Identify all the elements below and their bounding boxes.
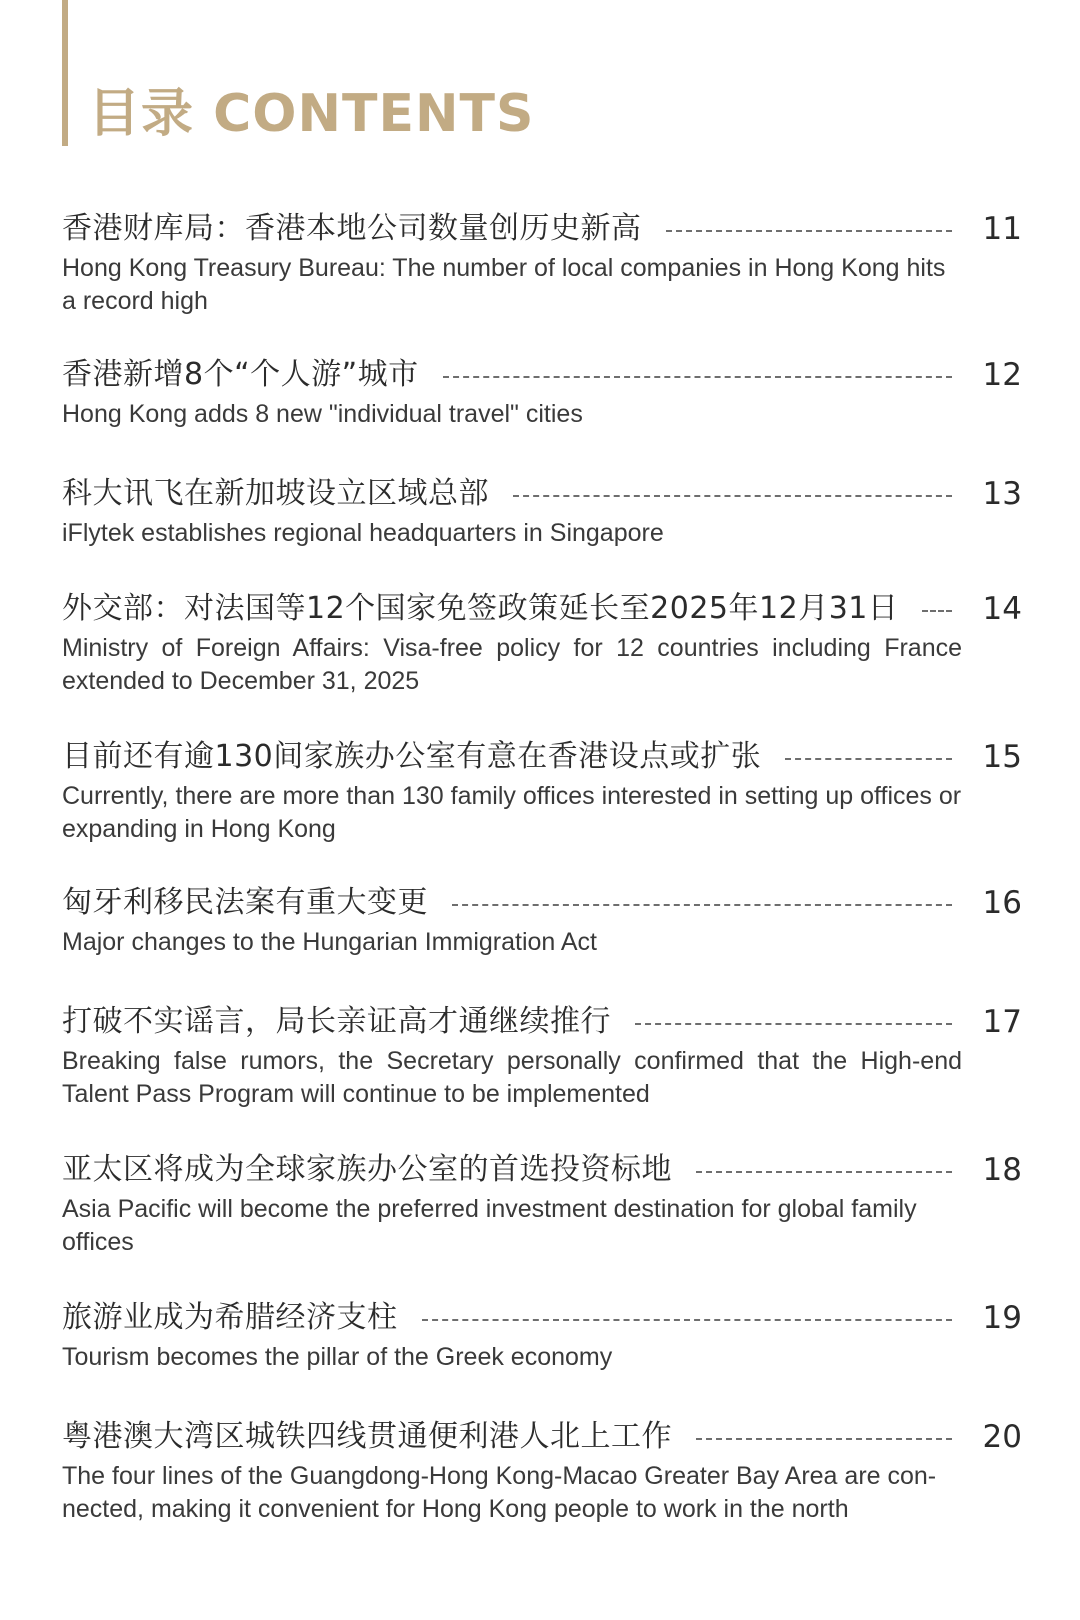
toc-entry-zh-title: 亚太区将成为全球家族办公室的首选投资标地 bbox=[62, 1152, 672, 1187]
toc-page-number: 11 bbox=[982, 211, 1022, 247]
page-title: 目录 CONTENTS bbox=[88, 84, 535, 144]
toc-entry-en-title: iFlytek establishes regional headquarters in Singapore bbox=[62, 519, 664, 547]
toc-entry-zh-title: 粤港澳大湾区城铁四线贯通便利港人北上工作 bbox=[62, 1419, 672, 1454]
toc-entry-row bbox=[62, 880, 1022, 926]
toc-entry-zh-title: 香港财库局：香港本地公司数量创历史新高 bbox=[62, 211, 642, 246]
toc-entry-row bbox=[62, 1414, 1022, 1460]
toc-entry-row bbox=[62, 1295, 1022, 1341]
toc-entry-row bbox=[62, 734, 1022, 780]
toc-entry-en-title: Currently, there are more than 130 family offices interested in setting up offices or expanding in Hong Kong bbox=[62, 782, 962, 843]
toc-entry-en-title: Hong Kong adds 8 new "individual travel" cities bbox=[62, 400, 583, 428]
dotted-leader bbox=[666, 230, 953, 232]
dotted-leader bbox=[696, 1171, 952, 1173]
toc-page-number: 14 bbox=[982, 591, 1022, 627]
dotted-leader bbox=[513, 495, 952, 497]
toc-page-number: 16 bbox=[982, 885, 1022, 921]
toc-entry-zh-title: 科大讯飞在新加坡设立区域总部 bbox=[62, 476, 489, 511]
toc-entry-row bbox=[62, 206, 1022, 252]
toc-entry-en-title: Hong Kong Treasury Bureau: The number of local companies in Hong Kong hits a record high bbox=[62, 254, 946, 315]
toc-page-number: 19 bbox=[982, 1300, 1022, 1336]
toc-page-number: 18 bbox=[982, 1152, 1022, 1188]
toc-entry-20[interactable] bbox=[62, 1414, 1022, 1526]
toc-entry-12[interactable] bbox=[62, 352, 1022, 431]
dotted-leader bbox=[635, 1023, 952, 1025]
toc-entry-18[interactable] bbox=[62, 1147, 1022, 1259]
toc-entry-row bbox=[62, 352, 1022, 398]
toc-entry-11[interactable] bbox=[62, 206, 1022, 318]
toc-page-number: 13 bbox=[982, 476, 1022, 512]
toc-entry-en-title: The four lines of the Guangdong-Hong Kong-Macao Greater Bay Area are con-nected, making it convenient for Hong Kong people to work in the north bbox=[62, 1462, 937, 1523]
dotted-leader bbox=[422, 1319, 953, 1321]
dotted-leader bbox=[696, 1438, 952, 1440]
toc-entry-zh-title: 目前还有逾130间家族办公室有意在香港设点或扩张 bbox=[62, 739, 762, 774]
table-of-contents bbox=[62, 200, 1022, 1523]
dotted-leader bbox=[443, 376, 952, 378]
toc-page-number: 12 bbox=[982, 357, 1022, 393]
toc-entry-en-title: Asia Pacific will become the preferred investment destination for global family offices bbox=[62, 1195, 917, 1256]
dotted-leader bbox=[922, 610, 952, 612]
toc-entry-zh-title: 外交部：对法国等12个国家免签政策延长至2025年12月31日 bbox=[62, 591, 899, 626]
toc-page-number: 15 bbox=[982, 739, 1022, 775]
toc-entry-en-title: Major changes to the Hungarian Immigration Act bbox=[62, 928, 597, 956]
toc-entry-16[interactable] bbox=[62, 880, 1022, 959]
toc-page-number: 17 bbox=[982, 1004, 1022, 1040]
toc-entry-19[interactable] bbox=[62, 1295, 1022, 1374]
toc-entry-en-title: Breaking false rumors, the Secretary personally confirmed that the High-end Talent Pass Program will continue to be implemented bbox=[62, 1047, 962, 1108]
toc-entry-zh-title: 打破不实谣言，局长亲证高才通继续推行 bbox=[62, 1004, 611, 1039]
toc-entry-zh-title: 匈牙利移民法案有重大变更 bbox=[62, 885, 428, 920]
toc-entry-row bbox=[62, 586, 1022, 632]
toc-entry-13[interactable] bbox=[62, 471, 1022, 550]
toc-entry-row bbox=[62, 471, 1022, 517]
toc-entry-en-title: Ministry of Foreign Affairs: Visa-free policy for 12 countries including France extended to December 31, 2025 bbox=[62, 634, 962, 695]
toc-entry-14[interactable] bbox=[62, 586, 1022, 698]
toc-entry-zh-title: 香港新增8个“个人游”城市 bbox=[62, 357, 419, 392]
dotted-leader bbox=[785, 758, 952, 760]
toc-entry-15[interactable] bbox=[62, 734, 1022, 846]
toc-entry-17[interactable] bbox=[62, 999, 1022, 1111]
dotted-leader bbox=[452, 904, 952, 906]
toc-entry-zh-title: 旅游业成为希腊经济支柱 bbox=[62, 1300, 398, 1335]
toc-page-number: 20 bbox=[982, 1419, 1022, 1455]
toc-entry-en-title: Tourism becomes the pillar of the Greek economy bbox=[62, 1343, 613, 1371]
toc-entry-row bbox=[62, 1147, 1022, 1193]
toc-entry-row bbox=[62, 999, 1022, 1045]
title-accent-bar bbox=[62, 0, 68, 146]
